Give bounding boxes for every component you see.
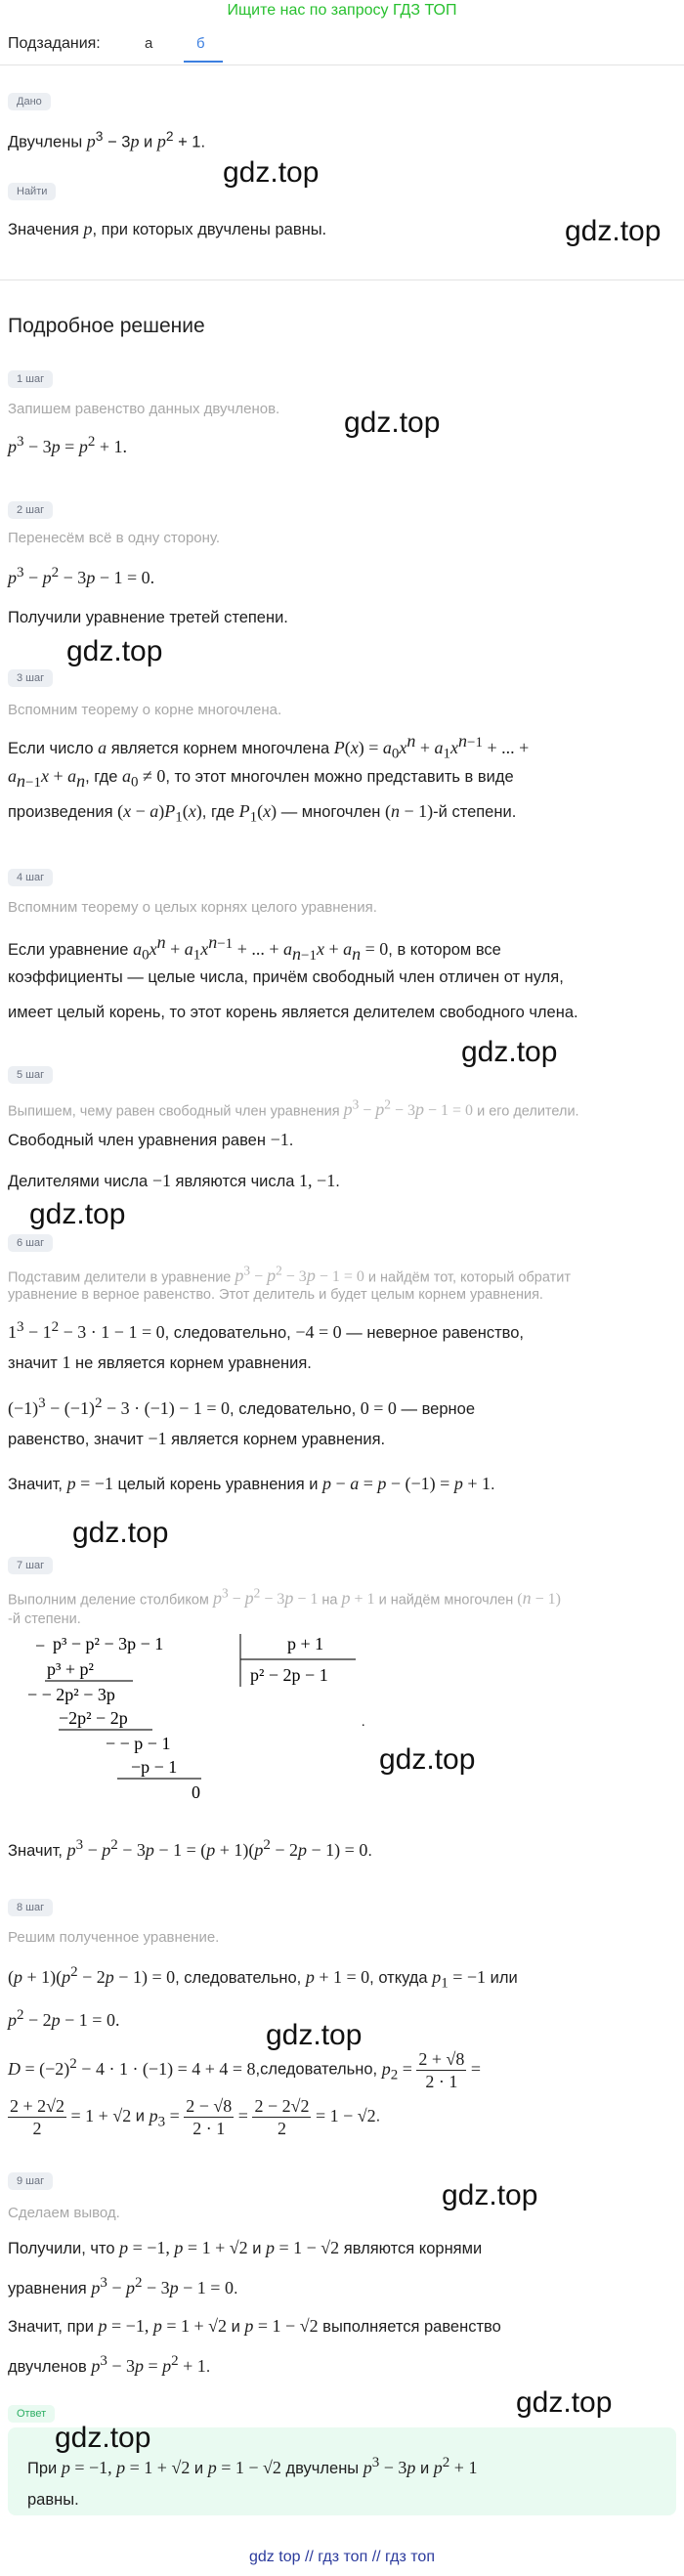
footer-separator: // — [371, 2549, 381, 2565]
step-hint: Решим полученное уравнение. — [8, 1929, 220, 1946]
step-hint: Выполним деление столбиком $p^3 - p^2 - 3p - 1$ на p + 1 и найдём многочлен (n − 1) — [8, 1586, 561, 1609]
step-text: $p^2 - 2p - 1 = 0$. — [8, 2007, 120, 2030]
step-text: равенство, значит −1 является корнем уравнения. — [8, 1429, 386, 1448]
watermark: gdz.top — [516, 2386, 613, 2419]
step-text: значит 1 не является корнем уравнения. — [8, 1352, 312, 1372]
division-row-4: − − p − 1 — [106, 1734, 171, 1753]
long-division — [10, 1628, 401, 1824]
find-badge: Найти — [8, 182, 56, 200]
subtasks-bar — [8, 31, 676, 64]
step-text: уравнения $p^3 - p^2 - 3p - 1 = 0$. — [8, 2275, 238, 2297]
step-text: произведения $(x - a)P_1(x)$, где $P_1(x)$ — многочлен (n − 1)-й степени. — [8, 801, 517, 826]
watermark: gdz.top — [29, 1198, 126, 1230]
equation: $p^3 - p^2 - 3p - 1 = 0$. — [8, 565, 155, 587]
find-text: Значения p, при которых двучлены равны. — [8, 219, 327, 238]
watermark: gdz.top — [266, 2019, 363, 2051]
equation: $p^3 - 3p = p^2 + 1$. — [8, 434, 127, 456]
watermark: gdz.top — [72, 1517, 169, 1549]
step-hint: Выпишем, чему равен свободный член уравнения $p^3 - p^2 - 3p - 1 = 0$ и его делители. — [8, 1097, 579, 1120]
step-text: $a_{n-1}x + a_n$, где $a_0 \ne 0$, то этот многочлен можно представить в виде — [8, 766, 514, 791]
division-row-2: − − 2p² − 3p — [27, 1685, 115, 1704]
step-badge: 2 шаг — [8, 500, 53, 519]
step-hint: Сделаем вывод. — [8, 2205, 120, 2221]
watermark: gdz.top — [55, 2422, 151, 2454]
step-text: коэффициенты — целые числа, причём свободный член отличен от нуля, — [8, 968, 564, 986]
answer-badge: Ответ — [8, 2404, 55, 2423]
step-badge: 6 шаг — [8, 1233, 53, 1252]
step-badge: 4 шаг — [8, 868, 53, 886]
step-text: Значит, при p = −1, p = 1 + √2 и p = 1 − √2 выполняется равенство — [8, 2316, 501, 2336]
step-text: Получили, что p = −1, p = 1 + √2 и p = 1 − √2 являются корнями — [8, 2238, 483, 2257]
step-text: Если уравнение $a_0x^n + a_1x^{n-1}$ + ... + $a_{n-1}x + a_n = 0$, в котором все — [8, 932, 501, 964]
step-hint: Перенесём всё в одну сторону. — [8, 530, 221, 546]
footer-link[interactable]: gdz top — [249, 2549, 301, 2565]
step-hint: Подставим делители в уравнение $p^3 - p^2 - 3p - 1 = 0$ и найдём тот, который обратит — [8, 1264, 571, 1286]
answer-text: равны. — [27, 2491, 79, 2509]
step-text: $(p + 1)(p^2 - 2p - 1) = 0$, следовательно, p + 1 = 0, откуда $p_1 = -1$ или — [8, 1964, 518, 1992]
step-text: Получили уравнение третей степени. — [8, 609, 288, 626]
stray-dot: . — [362, 1715, 365, 1730]
division-dividend-minus: − — [35, 1636, 46, 1655]
step-badge: 5 шаг — [8, 1065, 53, 1084]
step-badge: 7 шаг — [8, 1556, 53, 1574]
division-row-1: p³ + p² — [47, 1659, 94, 1679]
footer-separator: // — [304, 2549, 314, 2565]
step-hint: Вспомним теорему о целых корнях целого уравнения. — [8, 899, 377, 916]
watermark: gdz.top — [565, 215, 662, 247]
watermark: gdz.top — [379, 1743, 476, 1776]
division-divisor: p + 1 — [287, 1634, 324, 1653]
step-text: Делителями числа −1 являются числа 1, −1. — [8, 1171, 340, 1190]
footer-links — [0, 2549, 684, 2566]
footer-link[interactable]: гдз топ — [318, 2549, 368, 2565]
section-title: Подробное решение — [8, 315, 205, 337]
division-row-5: −p − 1 — [131, 1757, 178, 1777]
step-badge: 1 шаг — [8, 369, 53, 388]
step-hint: -й степени. — [8, 1611, 81, 1627]
given-text: Двучлены $p^3 - 3p$ и $p^2 + 1$. — [8, 129, 206, 151]
step-text: двучленов $p^3 - 3p = p^2 + 1$. — [8, 2353, 211, 2376]
divider — [0, 279, 684, 280]
step-badge: 3 шаг — [8, 668, 53, 687]
watermark: gdz.top — [344, 407, 441, 439]
given-badge: Дано — [8, 92, 51, 110]
step-text: Если число a является корнем многочлена $P(x) = a_0x^n + a_1x^{n-1}$ + ... + — [8, 731, 530, 762]
divider — [0, 64, 684, 65]
subtasks-label: Подзадания: — [8, 35, 101, 52]
step-text: $D = (-2)^2 - 4 \cdot 1 \cdot (-1) = 4 + 4$ = 8,следовательно, $p_2$ = $\frac{2 + √8}{2 \cdot 1}$ = — [8, 2049, 482, 2091]
step-hint: Запишем равенство данных двучленов. — [8, 401, 280, 417]
step-text: имеет целый корень, то этот корень является делителем свободного члена. — [8, 1004, 578, 1021]
step-text: $\frac{2 + 2√2}{2}$ = 1 + √2 и $p_3$ = $\frac{2 - √8}{2 \cdot 1}$ = $\frac{2 - 2√2}{2}$ = 1 − √2. — [10, 2096, 381, 2138]
step-hint: Вспомним теорему о корне многочлена. — [8, 702, 282, 718]
search-banner: Ищите нас по запросу ГДЗ ТОП — [227, 2, 457, 19]
step-badge: 8 шаг — [8, 1898, 53, 1916]
division-row-3: −2p² − 2p — [59, 1708, 128, 1728]
watermark: gdz.top — [461, 1036, 558, 1068]
step-text: Значит, $p^3 - p^2 - 3p - 1 = (p + 1)(p^2 - 2p - 1) = 0$. — [8, 1837, 372, 1860]
division-quotient: p² − 2p − 1 — [250, 1665, 328, 1685]
tab-a[interactable]: а — [145, 35, 153, 52]
division-dividend: p³ − p² − 3p − 1 — [53, 1634, 164, 1653]
step-hint: уравнение в верное равенство. Этот делитель и будет целым корнем уравнения. — [8, 1287, 543, 1303]
division-remainder: 0 — [192, 1782, 200, 1802]
step-text: Значит, p = −1 целый корень уравнения и p − a = p − (−1) = p + 1. — [8, 1474, 495, 1493]
answer-text: При p = −1, p = 1 + √2 и p = 1 − √2 двучлены $p^3 - 3p$ и $p^2 + 1$ — [27, 2455, 478, 2477]
footer-link[interactable]: гдз топ — [385, 2549, 435, 2565]
tab-b[interactable]: б — [196, 35, 205, 52]
step-badge: 9 шаг — [8, 2171, 53, 2190]
step-text: $1^3 - 1^2 - 3 \cdot 1 - 1 = 0$, следовательно, −4 = 0 — неверное равенство, — [8, 1319, 524, 1342]
watermark: gdz.top — [442, 2179, 538, 2211]
watermark: gdz.top — [66, 635, 163, 667]
step-text: Свободный член уравнения равен −1. — [8, 1130, 294, 1149]
active-tab-indicator — [184, 61, 223, 63]
watermark: gdz.top — [223, 156, 320, 189]
step-text: $(-1)^3 - (-1)^2 - 3 \cdot (-1) - 1 = 0$, следовательно, 0 = 0 — верное — [8, 1395, 476, 1418]
